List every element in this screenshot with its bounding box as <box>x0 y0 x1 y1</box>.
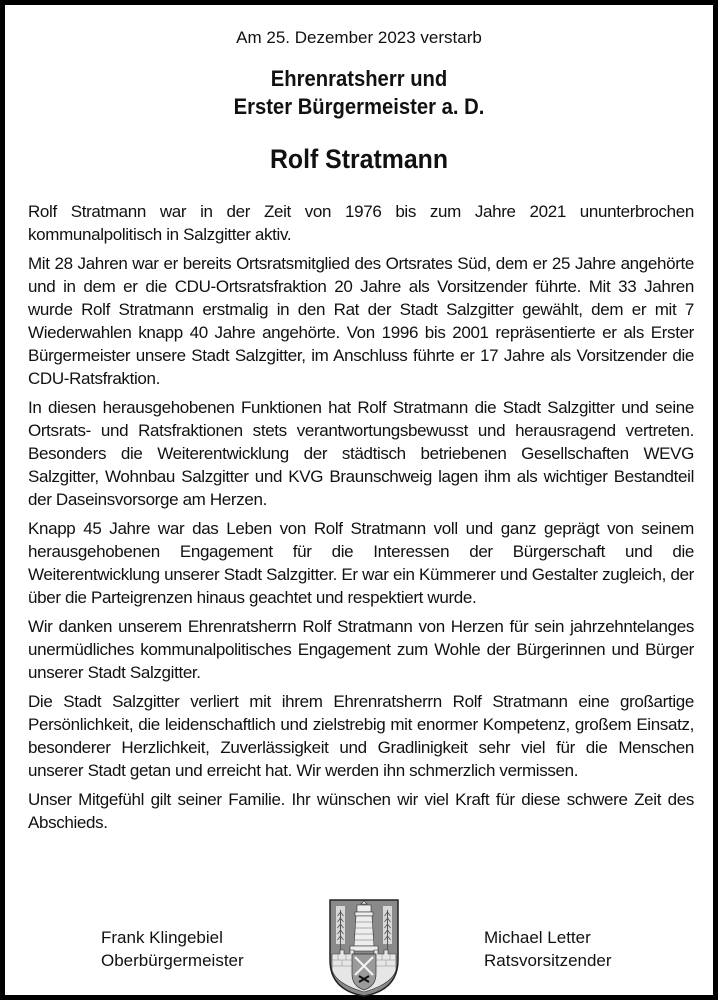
paragraph-4: Knapp 45 Jahre war das Leben von Rolf Stratmann voll und ganz geprägt von seinem herausgehobenen Engagement für die Interessen der Bürgerschaft und die Weiterentwicklung unserer Stadt Salzgitter. Er war ein Kümmerer und Gestalter zugleich, der über die Parteigrenzen hinaus geachtet und respektiert wurde. <box>28 519 694 607</box>
paragraph-2: Mit 28 Jahren war er bereits Ortsratsmitglied des Ortsrates Süd, dem er 25 Jahre angehörte und in dem er die CDU-Ortsratsfraktion 20 Jahre als Vorsitzender führte. Mit 33 Jahren wurde Rolf Stratmann erstmalig in den Rat der Stadt Salzgitter gewählt, dem er mit 7 Wiederwahlen knapp 40 Jahre angehörte. Von 1996 bis 2001 repräsentierte er als Erster Bürgermeister unsere Stadt Salzgitter, im Anschluss führte er 17 Jahre als Vorsitzender die CDU-Ratsfraktion. <box>28 254 694 388</box>
obituary-body <box>28 200 694 840</box>
paragraph-1: Rolf Stratmann war in der Zeit von 1976 bis zum Jahre 2021 ununterbrochen kommunalpolitisch in Salzgitter aktiv. <box>28 202 694 244</box>
signatory-mayor <box>101 926 244 972</box>
signatory-role: Ratsvorsitzender <box>484 951 612 970</box>
coat-of-arms-icon <box>328 898 400 998</box>
signatory-council-chair <box>484 926 612 972</box>
deceased-name: Rolf Stratmann <box>269 144 449 174</box>
paragraph-5: Wir danken unserem Ehrenratsherrn Rolf Stratmann von Herzen für sein jahrzehntelanges unermüdliches kommunalpolitisches Engagement zum Wohle der Bürgerinnen und Bürger unserer Stadt Salzgitter. <box>28 617 694 682</box>
death-date-line: Am 25. Dezember 2023 verstarb <box>236 28 482 47</box>
signatory-role: Oberbürgermeister <box>101 951 244 970</box>
signature-block <box>5 898 713 998</box>
paragraph-7: Unser Mitgefühl gilt seiner Familie. Ihr wünschen wir viel Kraft für diese schwere Zeit des Abschieds. <box>28 790 694 832</box>
title-line-1: Ehrenratsherr und <box>270 66 448 91</box>
signatory-name: Frank Klingebiel <box>101 928 223 947</box>
paragraph-3: In diesen herausgehobenen Funktionen hat Rolf Stratmann die Stadt Salzgitter und seine Ortsrats- und Ratsfraktionen stets verantwortungsbewusst und herausragend vertreten. Besonders die Weiterentwicklung der städtisch betriebenen Gesellschaften WEVG Salzgitter, Wohnbau Salzgitter und KVG Braunschweig lagen ihm als wichtiger Bestandteil der Daseinsvorsorge am Herzen. <box>28 398 694 509</box>
paragraph-6: Die Stadt Salzgitter verliert mit ihrem Ehrenratsherrn Rolf Stratmann eine großartige Persönlichkeit, die leidenschaftlich und zielstrebig mit enormer Kompetenz, großem Einsatz, besonderer Herzlichkeit, Zuverlässigkeit und Gradlinigkeit sehr viel für die Menschen unserer Stadt getan und erreicht hat. Wir werden ihn schmerzlich vermissen. <box>28 692 694 780</box>
signatory-name: Michael Letter <box>484 928 591 947</box>
honorary-title <box>33 65 684 121</box>
title-line-2: Erster Bürgermeister a. D. <box>233 94 485 119</box>
